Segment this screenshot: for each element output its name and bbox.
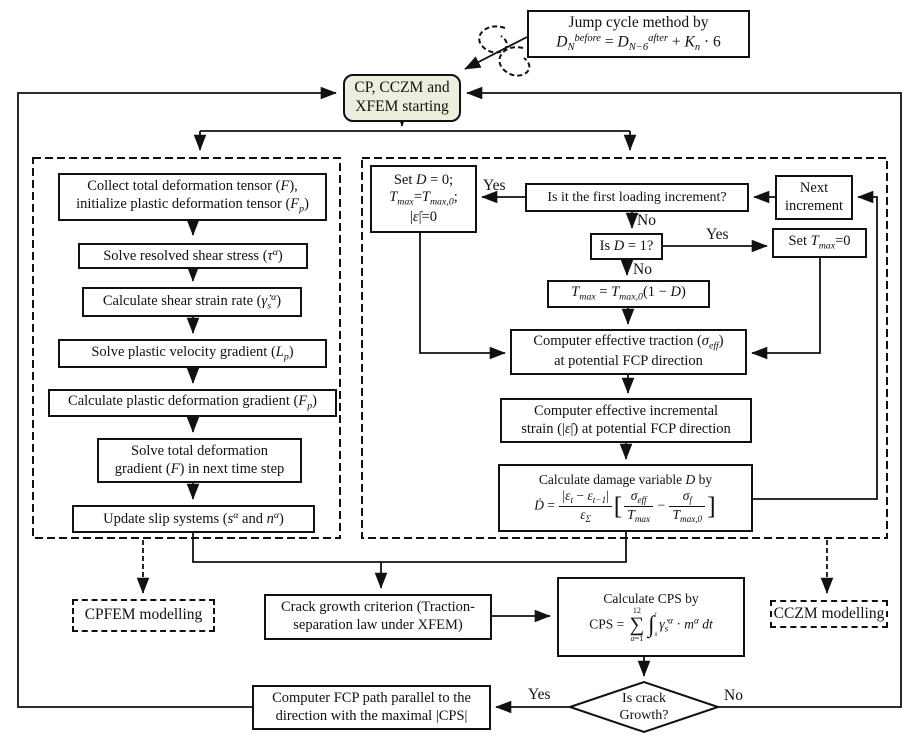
text-line: CCZM modelling	[773, 604, 885, 622]
node-crack-growth-diamond-text	[574, 685, 714, 729]
edge-label-yes-d-one: Yes	[706, 226, 729, 243]
node-set-d-zero	[370, 165, 477, 233]
text-line: |ε̇|=0	[410, 208, 437, 225]
node-set-tmax-zero	[772, 228, 867, 258]
text-line: Collect total deformation tensor (F),	[87, 178, 298, 195]
node-collect-deformation	[58, 173, 327, 221]
node-effective-traction	[510, 329, 747, 375]
node-is-d-one	[590, 233, 663, 260]
text-line: $T_{max} = T_{max,0}(1 - D)$	[571, 284, 686, 303]
text-line: $T_{max}=T_{max,0}$;	[389, 189, 458, 208]
text-line: Calculate shear strain rate $(\gammȧ_s^\alpha)$	[102, 291, 282, 312]
text-line: Computer effective incremental	[533, 402, 719, 419]
text-line: direction with the maximal |CPS|	[275, 707, 468, 724]
text-line: Solve plastic velocity gradient $(L_p)$	[91, 343, 294, 363]
edge-damage-junction	[381, 532, 626, 562]
edge-setd-traction	[420, 233, 505, 353]
text-line: increment	[785, 197, 843, 214]
text-line: initialize plastic deformation tensor $(F_p)$	[76, 196, 309, 215]
text-line: Solve total deformation	[131, 442, 268, 459]
text-line: Is crack	[622, 690, 666, 706]
node-first-loading-increment	[525, 183, 749, 212]
text-line: Set D = 0;	[393, 171, 454, 188]
text-line: XFEM starting	[355, 98, 449, 115]
text-line: gradient (F) in next time step	[114, 460, 285, 477]
node-cczm-modelling	[770, 600, 888, 628]
text-line: Ḋ = $\frac{|\varepsilon_t - \varepsilon_{t-1}|}{\varepsilon_\Sigma}$ [ $\frac{\sigma_{eff}}{T_{max}}$ − $\frac{\sigma_f}{T_{max,0}}$ ]	[534, 487, 716, 524]
text-line: $D_N^{before} = D_{N-6}^{after} + K_n \cdot 6$	[556, 32, 721, 53]
text-line: CPFEM modelling	[84, 606, 203, 624]
text-line: Jump cycle method by	[568, 13, 709, 31]
edge-label-yes-first-increment: Yes	[483, 177, 506, 194]
edge-label-no-crack-growth: No	[724, 687, 743, 704]
text-line: Growth?	[619, 708, 669, 723]
text-line: Crack growth criterion (Traction-	[281, 599, 475, 616]
edge-label-yes-crack-growth: Yes	[528, 686, 551, 703]
node-damage-variable	[498, 464, 753, 532]
node-total-deformation-gradient	[97, 438, 302, 483]
edge-jump-to-start	[465, 37, 527, 69]
node-resolved-shear-stress	[78, 243, 308, 269]
node-next-increment	[775, 175, 853, 220]
node-update-slip-systems	[72, 505, 315, 533]
text-line: Is D = 1?	[599, 237, 654, 254]
node-effective-incremental-strain	[500, 398, 752, 443]
text-line: CP, CCZM and	[354, 79, 450, 97]
text-line: Next	[799, 179, 829, 196]
node-fcp-path	[252, 685, 491, 730]
node-plastic-deformation-gradient	[48, 389, 337, 417]
text-line: at potential FCP direction	[554, 352, 703, 369]
node-start	[343, 74, 461, 122]
text-line: Set $T_{max}=0$	[788, 233, 851, 252]
edge-label-no-d-one: No	[633, 261, 652, 278]
text-line: CPS = 12 ∑ α=1 ∫ t 0 $\gammȧ_s^\alpha \cdot m^\alpha$ dt	[589, 606, 713, 644]
text-line: Calculate plastic deformation gradient $(F_p)$	[68, 393, 317, 412]
text-line: separation law under XFEM)	[293, 617, 463, 633]
text-line: Computer FCP path parallel to the	[272, 689, 471, 706]
text-line: Calculate CPS by	[603, 590, 699, 606]
cycle-loop-icon	[479, 26, 529, 75]
node-calculate-cps	[557, 577, 745, 657]
edge-settmax-traction	[752, 258, 820, 353]
node-cpfem-modelling	[72, 599, 215, 632]
text-line: Computer effective traction $(\sigma_{eff})$	[533, 333, 724, 352]
node-tmax-update	[547, 280, 710, 308]
node-crack-growth-criterion	[264, 594, 492, 640]
text-line: Calculate damage variable D by	[538, 471, 713, 487]
text-line: Solve resolved shear stress $(\tau^\alpha)$	[103, 246, 283, 264]
text-line: Update slip systems ($s^\alpha$ and $n^\alpha$)	[103, 509, 284, 527]
node-plastic-velocity-gradient	[58, 339, 327, 368]
edge-label-no-first-increment: No	[637, 212, 656, 229]
node-jump-cycle	[527, 10, 750, 58]
text-line: Is it the first loading increment?	[547, 189, 727, 205]
node-shear-strain-rate	[82, 287, 302, 317]
text-line: strain (|ε̇|) at potential FCP direction	[521, 420, 731, 437]
